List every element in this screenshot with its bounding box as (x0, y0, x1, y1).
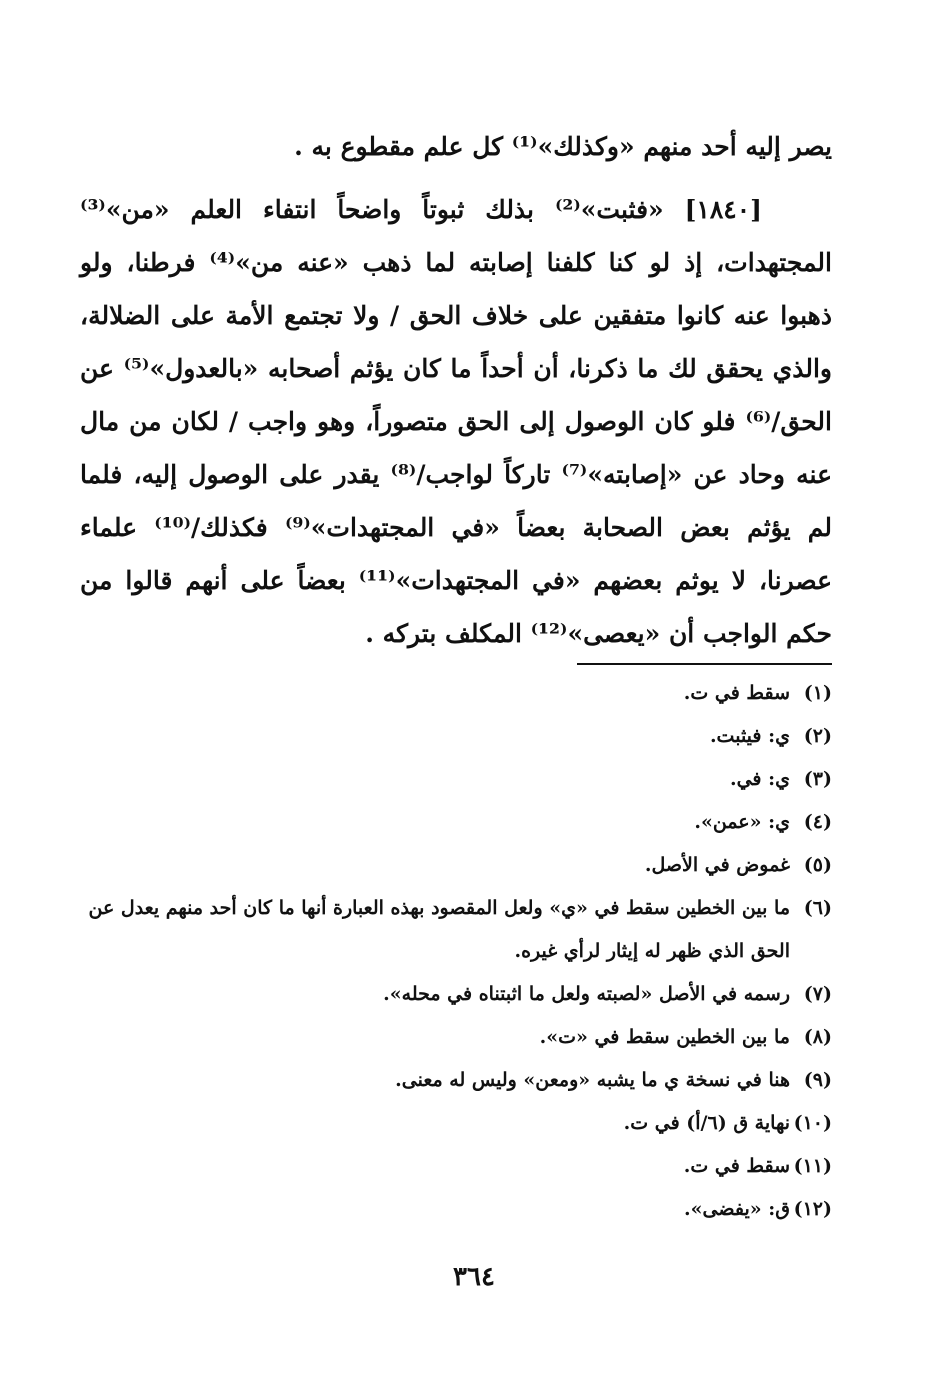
footnote-number: (٤) (803, 811, 832, 833)
footnote-item (80, 973, 832, 1016)
footnote-item (80, 887, 832, 973)
footnote-item (80, 801, 832, 844)
footnote-text: ما بين الخطين سقط في «ي» ولعل المقصود بهذه العبارة أنها ما كان أحد منهم يعدل عن الحق الذي ظهر له إيثار لرأي غيره. (88, 897, 790, 962)
footnote-number: (٩) (803, 1069, 832, 1091)
footnote-item (80, 1145, 832, 1188)
footnote-text: رسمه في الأصل «لصبته ولعل ما اثبتناه في محله». (383, 983, 790, 1005)
footnote-item (80, 672, 832, 715)
footnote-number: (٦) (803, 897, 832, 919)
footnote-text: هنا في نسخة ي ما يشبه «ومعن» وليس له معنى. (395, 1069, 790, 1091)
footnote-separator (577, 663, 832, 665)
footnote-number: (١) (803, 682, 832, 704)
footnote-number: (١٠) (793, 1112, 832, 1134)
footnote-number: (١١) (793, 1155, 832, 1177)
page-number: ٣٦٤ (453, 1262, 495, 1292)
footnote-number: (٣) (803, 768, 832, 790)
footnote-item (80, 844, 832, 887)
footnote-text: ي: في. (729, 768, 790, 790)
footnote-area (80, 0, 832, 1374)
footnote-item (80, 1059, 832, 1102)
footnote-text: سقط في ت. (683, 1155, 790, 1177)
footnote-number: (١٢) (793, 1198, 832, 1220)
footnote-item (80, 758, 832, 801)
footnote-text: سقط في ت. (683, 682, 790, 704)
footnote-item (80, 715, 832, 758)
footnote-text: غموض في الأصل. (644, 854, 790, 876)
footnote-list (80, 672, 832, 1231)
footnote-number: (٧) (803, 983, 832, 1005)
footnote-number: (٥) (803, 854, 832, 876)
footnote-number: (٢) (803, 725, 832, 747)
footnote-text: ي: «عمن». (694, 811, 790, 833)
footnote-text: ي: فيثبت. (709, 725, 790, 747)
paragraph-1840: [١٨٤٠] «فثبت»⁽²⁾ بذلك ثبوتاً واضحاً انتفاء العلم «من»⁽³⁾ المجتهدات، إذ لو كنا كلفنا إصابته لما ذهب «عنه من»⁽⁴⁾ فرطنا، ولو ذهبوا عنه كانوا متفقين على خلاف الحق / ولا تجتمع الأمة على الضلالة، والذي يحقق لك ما ذكرنا، أن أحداً ما كان يؤثم أصحابه «بالعدول»⁽⁵⁾ عن الحق/⁽⁶⁾ فلو كان الوصول إلى الحق متصوراً، وهو واجب / لكان من مال عنه وحاد عن «إصابته»⁽⁷⁾ تاركاً لواجب/⁽⁸⁾ يقدر على الوصول إليه، فلما لم يؤثم بعض الصحابة بعضاً «في المجتهدات»⁽⁹⁾ فكذلك/⁽¹⁰⁾ علماء عصرنا، لا يوثم بعضهم «في المجتهدات»⁽¹¹⁾ بعضاً على أنهم قالوا من حكم الواجب أن «يعصى»⁽¹²⁾ المكلف بتركه . (80, 195, 833, 648)
footnote-item (80, 1188, 832, 1231)
footnote-text: نهاية ق (٦/أ) في ت. (623, 1112, 790, 1134)
footnote-item (80, 1102, 832, 1145)
footnote-text: ما بين الخطين سقط في «ت». (539, 1026, 790, 1048)
footnote-text: ق: «يفضى». (684, 1198, 790, 1220)
footnote-item (80, 1016, 832, 1059)
continued-line: يصر إليه أحد منهم «وكذلك»⁽¹⁾ كل علم مقطوع به . (294, 132, 832, 161)
footnote-number: (٨) (803, 1026, 832, 1048)
